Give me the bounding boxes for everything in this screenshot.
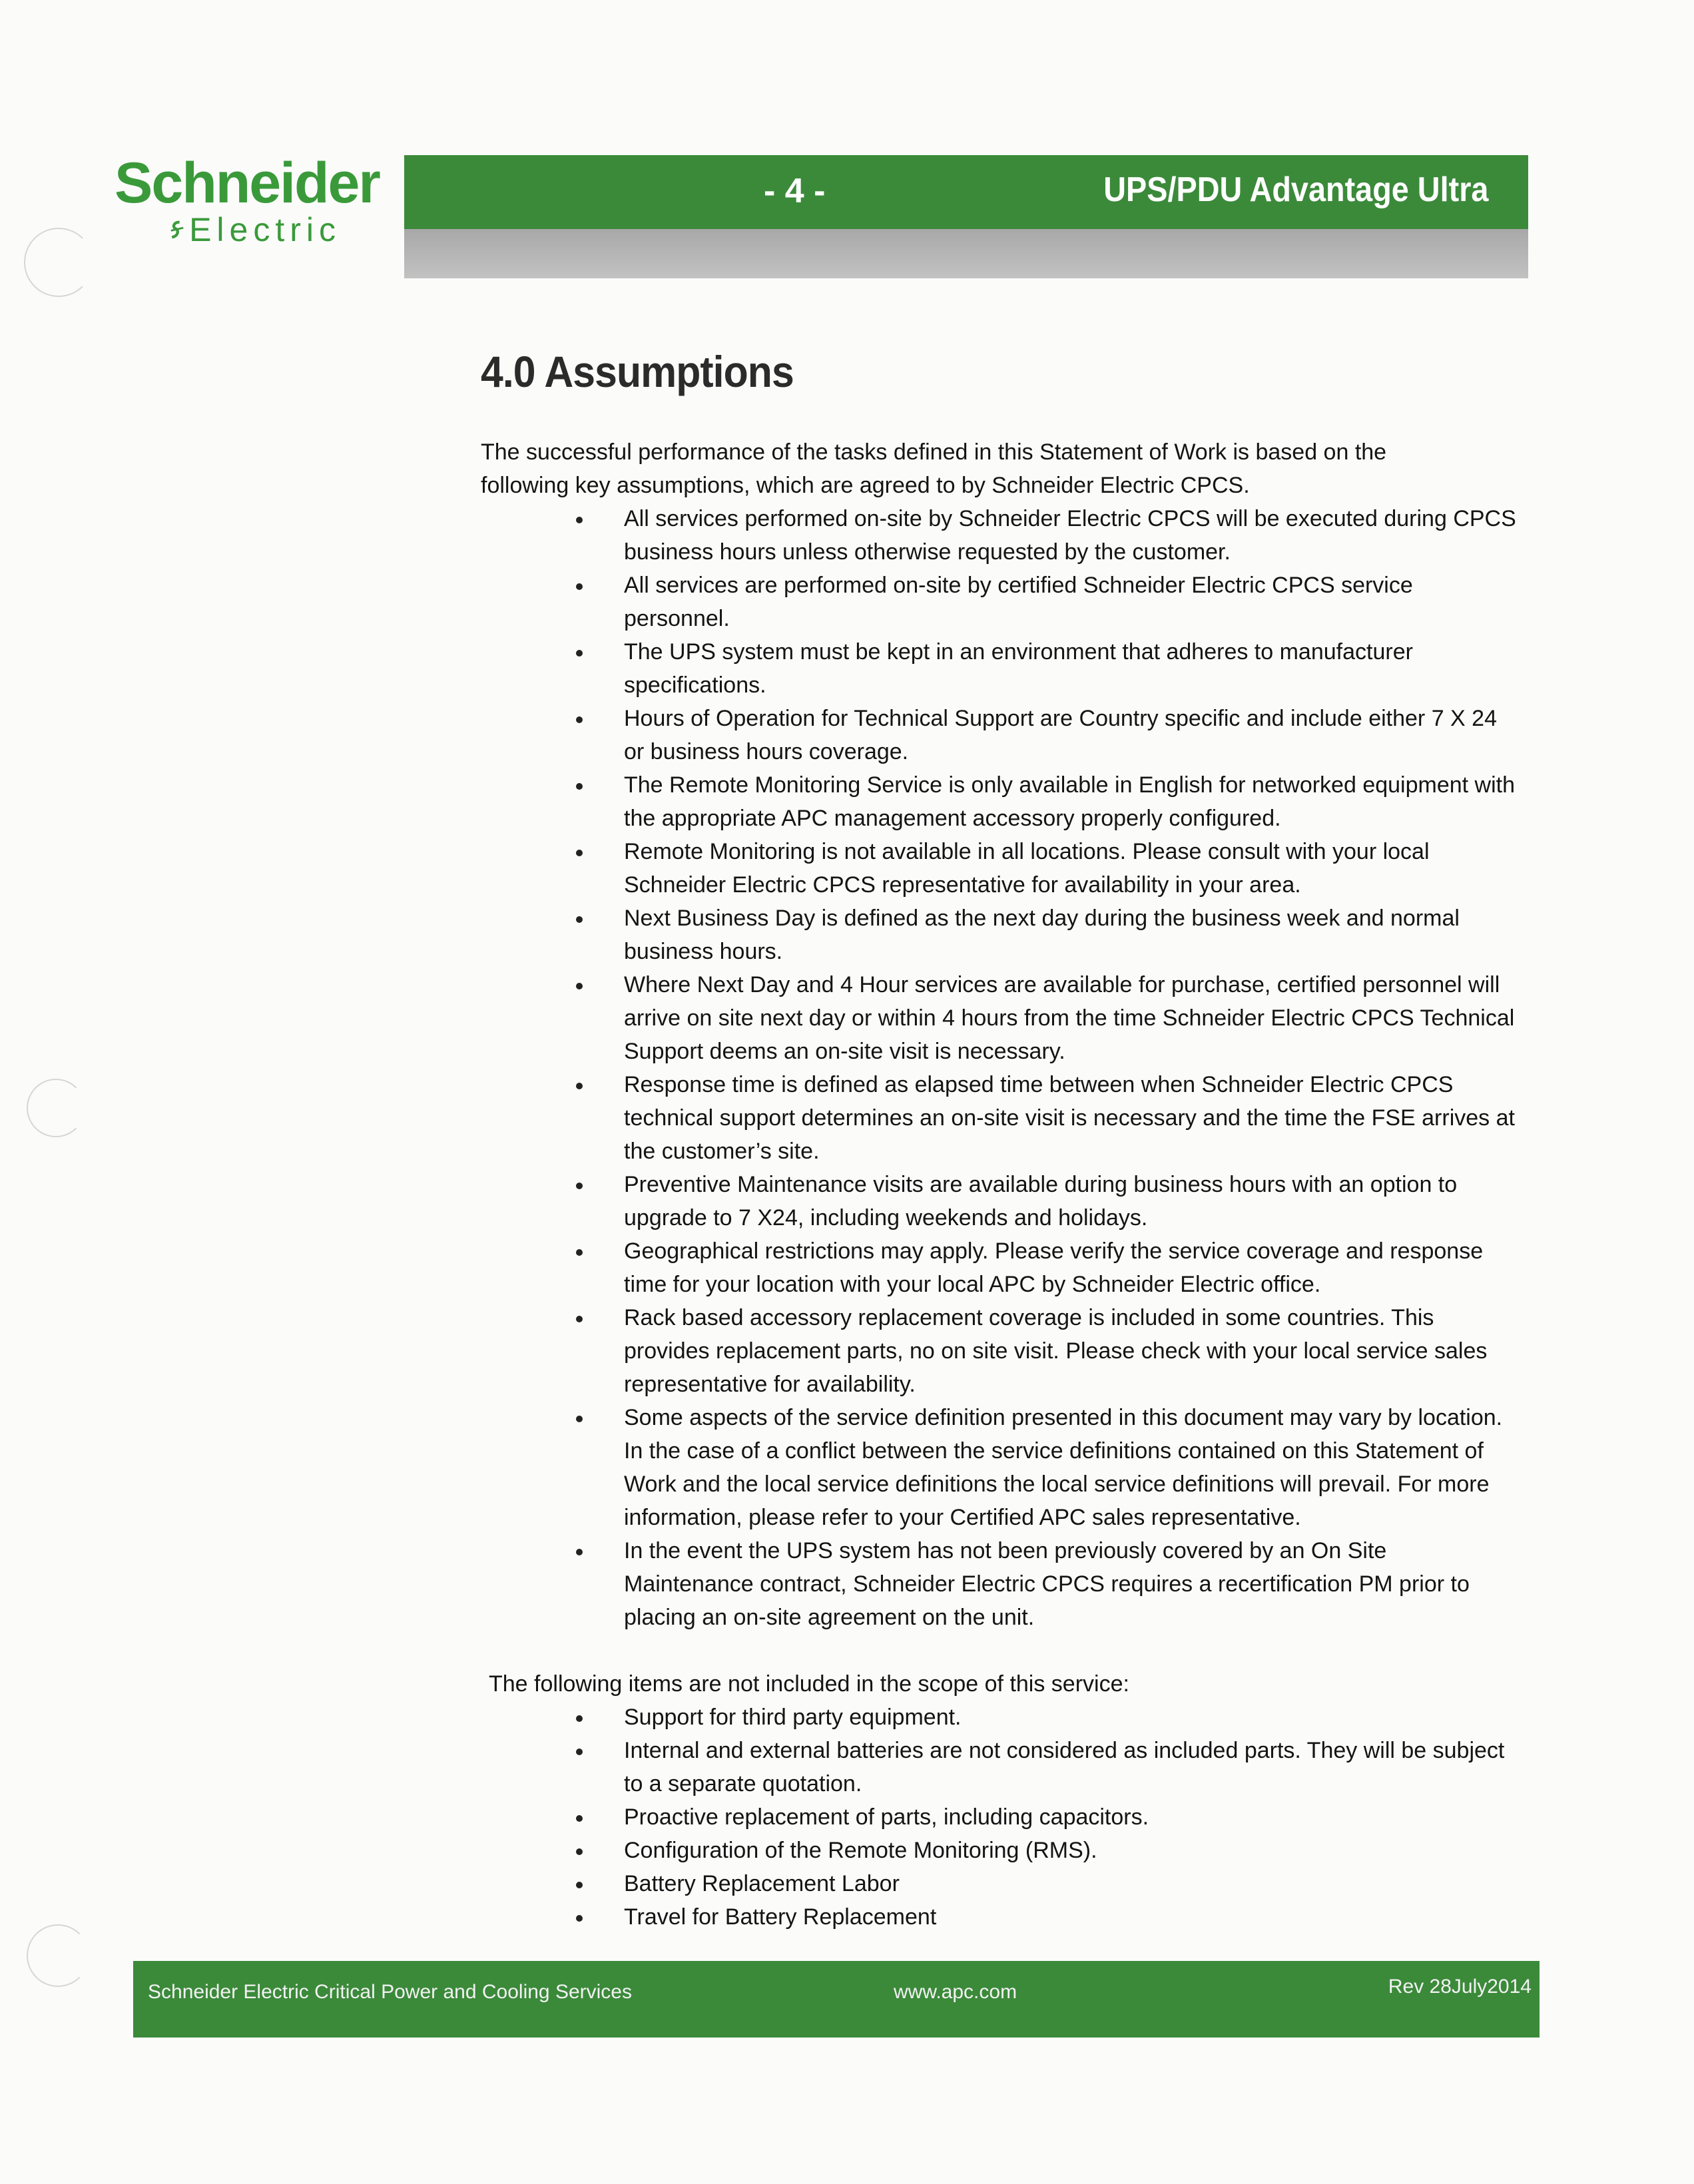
list-item: All services are performed on-site by certified Schneider Electric CPCS service personnel. <box>481 569 1520 635</box>
list-item: Support for third party equipment. <box>481 1701 1520 1734</box>
list-item: Response time is defined as elapsed time between when Schneider Electric CPCS technical support determines an on-site visit is necessary and the time the FSE arrives at the customer’s site. <box>481 1068 1520 1168</box>
assumptions-list <box>481 502 1520 1634</box>
list-item: Internal and external batteries are not considered as included parts. They will be subject to a separate quotation. <box>481 1734 1520 1800</box>
footer-website: www.apc.com <box>894 1981 1017 2003</box>
list-item: Some aspects of the service definition presented in this document may vary by location. In the case of a conflict between the service definitions contained on this Statement of Work and the local service definitions the local service definitions will prevail. For more information, please refer to your Certified APC sales representative. <box>481 1401 1520 1534</box>
footer-company: Schneider Electric Critical Power and Cooling Services <box>148 1981 632 2003</box>
list-item: Travel for Battery Replacement <box>481 1900 1520 1934</box>
logo-subline <box>169 213 341 246</box>
punch-hole-middle <box>27 1079 85 1137</box>
schneider-electric-logo <box>115 151 380 254</box>
list-item: All services performed on-site by Schneider Electric CPCS will be executed during CPCS business hours unless otherwise requested by the customer. <box>481 502 1520 569</box>
main-content <box>481 346 1520 1934</box>
page-number: - 4 - <box>764 172 826 210</box>
header-gray-band <box>404 229 1528 278</box>
list-item: Hours of Operation for Technical Support are Country specific and include either 7 X 24 or business hours coverage. <box>481 702 1520 768</box>
list-item: Battery Replacement Labor <box>481 1867 1520 1900</box>
logo-wordmark: Schneider <box>115 151 380 215</box>
list-item: Remote Monitoring is not available in all locations. Please consult with your local Schneider Electric CPCS representative for availability in your area. <box>481 835 1520 902</box>
list-item: In the event the UPS system has not been previously covered by an On Site Maintenance contract, Schneider Electric CPCS requires a recertification PM prior to placing an on-site agreement on the unit. <box>481 1534 1520 1634</box>
list-item: Next Business Day is defined as the next day during the business week and normal business hours. <box>481 902 1520 968</box>
list-item: Proactive replacement of parts, including capacitors. <box>481 1800 1520 1834</box>
exclusions-intro: The following items are not included in the scope of this service: <box>489 1671 1129 1697</box>
section-title: 4.0 Assumptions <box>481 347 794 396</box>
logo-subtext: Electric <box>189 211 341 248</box>
product-name: UPS/PDU Advantage Ultra <box>1103 170 1488 209</box>
page-footer <box>133 1961 1540 2038</box>
list-item: The UPS system must be kept in an environment that adheres to manufacturer specifications. <box>481 635 1520 702</box>
list-item: The Remote Monitoring Service is only available in English for networked equipment with the appropriate APC management accessory properly configured. <box>481 768 1520 835</box>
list-item: Rack based accessory replacement coverage is included in some countries. This provides replacement parts, no on site visit. Please check with your local service sales representative for availability. <box>481 1301 1520 1401</box>
list-item: Where Next Day and 4 Hour services are available for purchase, certified personnel will arrive on site next day or within 4 hours from the time Schneider Electric CPCS Technical Support deems an on-site visit is necessary. <box>481 968 1520 1068</box>
exclusions-list <box>481 1701 1520 1934</box>
punch-hole-top <box>24 228 93 297</box>
page-header <box>404 155 1528 278</box>
list-item: Configuration of the Remote Monitoring (RMS). <box>481 1834 1520 1867</box>
intro-paragraph: The successful performance of the tasks defined in this Statement of Work is based on the following key assumptions, which are agreed to by Schneider Electric CPCS. <box>481 439 1387 498</box>
list-item: Geographical restrictions may apply. Please verify the service coverage and response time for your location with your local APC by Schneider Electric office. <box>481 1234 1520 1301</box>
logo-mark-icon <box>169 216 185 243</box>
footer-revision: Rev 28July2014 <box>1388 1976 1532 1998</box>
header-green-band <box>404 155 1528 229</box>
punch-hole-bottom <box>27 1924 89 1987</box>
list-item: Preventive Maintenance visits are available during business hours with an option to upgrade to 7 X24, including weekends and holidays. <box>481 1168 1520 1234</box>
